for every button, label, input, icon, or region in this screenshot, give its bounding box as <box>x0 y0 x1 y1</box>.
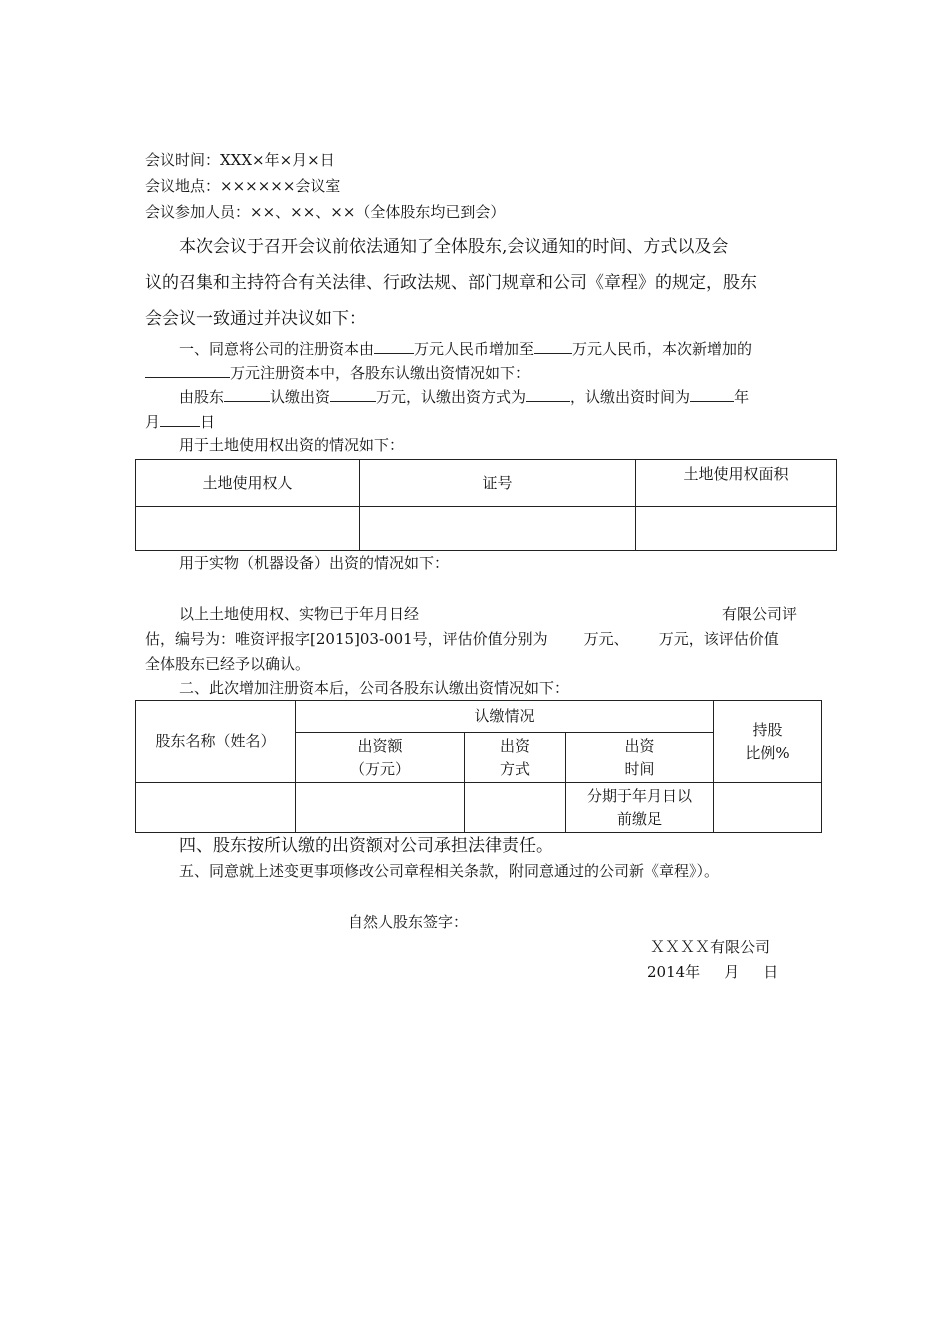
cell-time-line-1: 分期于年月日以 <box>587 786 693 805</box>
blank-added-capital[interactable] <box>145 362 230 378</box>
col-time-line-1: 出资 <box>624 736 655 755</box>
cell-method[interactable] <box>465 783 566 833</box>
col-ratio-line-1: 持股 <box>752 720 783 739</box>
contrib-text-e: 年 <box>734 388 750 406</box>
cell-time-line-2: 前缴足 <box>617 809 663 828</box>
land-cell-holder[interactable] <box>136 507 360 551</box>
col-amount <box>296 733 465 783</box>
col-amount-line-2: （万元） <box>349 759 410 778</box>
signature-date <box>647 962 778 982</box>
col-amount-line-1: 出资额 <box>357 736 403 755</box>
col-time <box>566 733 714 783</box>
cell-amount[interactable] <box>296 783 465 833</box>
col-ratio <box>714 701 822 783</box>
land-col-cert: 证号 <box>360 460 636 507</box>
cell-time[interactable] <box>566 783 714 833</box>
blank-old-capital[interactable] <box>374 338 414 354</box>
meeting-attendees: 会议参加人员：××、××、××（全体股东均已到会） <box>145 203 506 221</box>
land-cell-area[interactable] <box>636 507 837 551</box>
cell-ratio[interactable] <box>714 783 822 833</box>
intro-line-2: 议的召集和主持符合有关法律、行政法规、部门规章和公司《章程》的规定，股东 <box>145 273 757 293</box>
appraisal-line-1b: 有限公司评 <box>722 605 798 623</box>
signature-label: 自然人股东签字： <box>348 913 469 931</box>
item1-text-b: 万元人民币增加至 <box>414 340 535 358</box>
signature-month: 月 <box>724 963 740 981</box>
col-ratio-line-2: 比例% <box>745 743 790 762</box>
meeting-place: 会议地点：××××××会议室 <box>145 177 341 195</box>
appraisal-line-1a: 以上土地使用权、实物已于年月日经 <box>179 605 420 623</box>
shareholder-table <box>135 700 822 833</box>
blank-contrib-method[interactable] <box>526 386 570 402</box>
contrib-text-g: 日 <box>200 413 216 431</box>
item5: 五、同意就上述变更事项修改公司章程相关条款，附同意通过的公司新《章程》）。 <box>179 862 720 880</box>
col-subscription: 认缴情况 <box>296 701 714 733</box>
item4: 四、股东按所认缴的出资额对公司承担法律责任。 <box>179 836 553 856</box>
item1-text-a: 一、同意将公司的注册资本由 <box>179 340 375 358</box>
col-shareholder-name: 股东名称（姓名） <box>136 701 296 783</box>
appraisal-text-c: 万元，该评估价值 <box>658 630 779 648</box>
blank-new-capital[interactable] <box>534 338 572 354</box>
land-col-area: 土地使用权面积 <box>636 460 837 507</box>
contrib-text-b: 认缴出资 <box>270 388 331 406</box>
land-table <box>135 459 837 551</box>
appraisal-text-a: 估，编号为：唯资评报字[2015]03-001号，评估价值分别为 <box>145 630 548 648</box>
signature-day: 日 <box>763 963 779 981</box>
blank-contrib-amount[interactable] <box>330 386 376 402</box>
land-cell-cert[interactable] <box>360 507 636 551</box>
contrib-line-1 <box>179 386 749 407</box>
contrib-line-2 <box>145 411 215 432</box>
land-heading: 用于土地使用权出资的情况如下： <box>179 436 405 454</box>
item1-line-2 <box>145 362 530 383</box>
contrib-text-a: 由股东 <box>179 388 225 406</box>
item1-line-1 <box>179 338 752 359</box>
signature-company: ＸＸＸＸ有限公司 <box>650 938 771 956</box>
item1-text-c: 万元人民币，本次新增加的 <box>572 340 753 358</box>
contrib-text-f: 月 <box>145 413 161 431</box>
intro-line-1: 本次会议于召开会议前依法通知了全体股东,会议通知的时间、方式以及会 <box>179 237 729 257</box>
col-method-line-1: 出资 <box>499 736 530 755</box>
item1-text-d: 万元注册资本中，各股东认缴出资情况如下： <box>230 364 531 382</box>
item2-heading: 二、此次增加注册资本后，公司各股东认缴出资情况如下： <box>179 679 570 697</box>
col-method <box>465 733 566 783</box>
contrib-text-c: 万元，认缴出资方式为 <box>376 388 527 406</box>
land-col-holder: 土地使用权人 <box>136 460 360 507</box>
col-time-line-2: 时间 <box>624 759 655 778</box>
blank-shareholder[interactable] <box>224 386 270 402</box>
meeting-time: 会议时间：XXX×年×月×日 <box>145 151 335 169</box>
blank-contrib-year[interactable] <box>690 386 734 402</box>
contrib-text-d: ，认缴出资时间为 <box>570 388 691 406</box>
appraisal-line-3: 全体股东已经予以确认。 <box>145 655 311 673</box>
blank-contrib-month[interactable] <box>160 411 200 427</box>
appraisal-line-2 <box>145 629 779 649</box>
appraisal-text-b: 万元、 <box>583 630 629 648</box>
intro-line-3: 会会议一致通过并决议如下： <box>145 309 366 329</box>
col-method-line-2: 方式 <box>499 759 530 778</box>
equipment-heading: 用于实物（机器设备）出资的情况如下： <box>179 554 450 572</box>
cell-shareholder-name[interactable] <box>136 783 296 833</box>
signature-year: 2014年 <box>647 963 701 981</box>
